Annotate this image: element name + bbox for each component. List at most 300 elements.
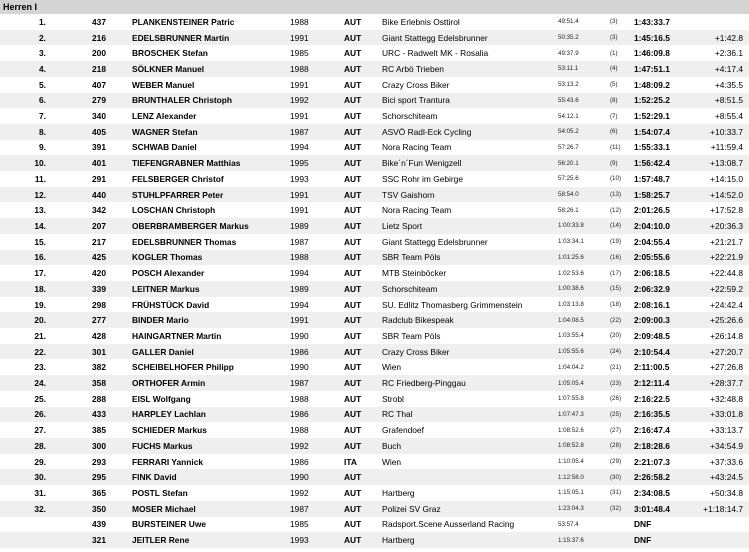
bib-cell: 342: [92, 205, 106, 216]
time-gap: [692, 517, 749, 533]
rider-name: POSCH Alexander: [132, 268, 205, 279]
birth-year: 1994: [290, 142, 309, 153]
team-name: Wien: [382, 456, 402, 467]
rider-name: POSTL Stefan: [132, 487, 188, 498]
lap-position: (15): [610, 285, 622, 293]
table-row: [0, 532, 749, 548]
finish-time: DNF: [634, 535, 652, 546]
rider-name: SCHEIBELHOFER Philipp: [132, 362, 234, 373]
finish-time: 1:46:09.8: [634, 48, 670, 59]
rider-name: HAINGARTNER Martin: [132, 330, 222, 341]
table-row: [0, 155, 749, 171]
bib-cell: 339: [92, 283, 106, 294]
nationality: AUT: [344, 378, 362, 389]
lap-time: 1:02:53.6: [558, 269, 584, 277]
finish-time: 1:54:07.4: [634, 126, 670, 137]
table-row: [0, 312, 749, 328]
birth-year: 1989: [290, 283, 309, 294]
time-gap: [692, 14, 749, 30]
birth-year: 1990: [290, 330, 309, 341]
lap-position: (26): [610, 395, 622, 403]
bib-cell: 301: [92, 346, 106, 357]
lap-time: 1:15:05.1: [558, 489, 584, 497]
nationality: AUT: [344, 205, 362, 216]
bib-cell: 405: [92, 126, 106, 137]
table-row: [0, 344, 749, 360]
category-header: Herren I: [0, 0, 749, 14]
birth-year: 1986: [290, 346, 309, 357]
lap-position: (27): [610, 426, 622, 434]
lap-time: 49:51.4: [558, 18, 579, 26]
lap-position: (11): [610, 143, 621, 151]
nationality: ITA: [344, 456, 357, 467]
team-name: ASVÖ Radl-Eck Cycling: [382, 126, 472, 137]
bib-cell: 277: [92, 315, 106, 326]
rank-cell: 2.: [39, 32, 46, 43]
table-row: [0, 517, 749, 533]
time-gap: +8:55.4: [714, 111, 743, 122]
lap-position: (29): [610, 458, 622, 466]
birth-year: 1987: [290, 503, 309, 514]
rank-cell: 8.: [39, 126, 46, 137]
rank-cell: 13.: [34, 205, 46, 216]
finish-time: 1:48:09.2: [634, 79, 670, 90]
finish-time: 1:43:33.7: [634, 16, 670, 27]
time-gap: [692, 532, 749, 548]
time-gap: +17:52.8: [710, 205, 743, 216]
lap-time: 58:26.1: [558, 206, 579, 214]
rank-cell: 17.: [34, 268, 46, 279]
time-gap: +1:42.8: [714, 32, 743, 43]
lap-time: 1:04:08.5: [558, 316, 584, 324]
rider-name: WAGNER Stefan: [132, 126, 198, 137]
bib-cell: 385: [92, 425, 106, 436]
birth-year: 1986: [290, 456, 309, 467]
results-table: [0, 14, 749, 548]
table-row: [0, 187, 749, 203]
rank-cell: 6.: [39, 95, 46, 106]
lap-time: 1:07:55.8: [558, 395, 584, 403]
rider-name: BRUNTHALER Christoph: [132, 95, 233, 106]
birth-year: 1994: [290, 268, 309, 279]
bib-cell: 288: [92, 393, 106, 404]
lap-position: (30): [610, 473, 622, 481]
finish-time: 2:01:26.5: [634, 205, 670, 216]
bib-cell: 218: [92, 63, 106, 74]
time-gap: +13:08.7: [710, 158, 743, 169]
lap-position: [608, 517, 634, 533]
lap-time: 54:12.1: [558, 112, 579, 120]
rank-cell: 24.: [34, 378, 46, 389]
lap-time: 1:03:55.4: [558, 332, 584, 340]
finish-time: 1:52:25.2: [634, 95, 670, 106]
birth-year: 1990: [290, 362, 309, 373]
lap-position: (3): [610, 18, 618, 26]
bib-cell: 350: [92, 503, 106, 514]
bib-cell: 207: [92, 220, 106, 231]
nationality: AUT: [344, 126, 362, 137]
nationality: AUT: [344, 346, 362, 357]
nationality: AUT: [344, 173, 362, 184]
time-gap: +28:37.7: [710, 378, 743, 389]
lap-position: (24): [610, 348, 622, 356]
time-gap: +37:33.6: [710, 456, 743, 467]
birth-year: 1989: [290, 220, 309, 231]
lap-time: 55:43.6: [558, 96, 579, 104]
lap-position: [608, 532, 634, 548]
lap-position: (23): [610, 379, 622, 387]
rider-name: GALLER Daniel: [132, 346, 194, 357]
birth-year: 1994: [290, 299, 309, 310]
nationality: AUT: [344, 472, 362, 483]
team-name: Giant Stattegg Edelsbrunner: [382, 32, 488, 43]
lap-time: 57:25.6: [558, 175, 579, 183]
time-gap: +14:15.0: [710, 173, 743, 184]
team-name: [382, 469, 556, 485]
bib-cell: 391: [92, 142, 106, 153]
bib-cell: 217: [92, 236, 106, 247]
nationality: AUT: [344, 315, 362, 326]
bib-cell: 279: [92, 95, 106, 106]
rider-name: EDELSBRUNNER Martin: [132, 32, 230, 43]
lap-position: (21): [610, 363, 622, 371]
lap-time: 1:10:05.4: [558, 458, 584, 466]
finish-time: 2:16:22.5: [634, 393, 670, 404]
table-row: [0, 77, 749, 93]
bib-cell: 295: [92, 472, 106, 483]
bib-cell: 439: [92, 519, 106, 530]
birth-year: 1987: [290, 126, 309, 137]
rider-name: FELSBERGER Christof: [132, 173, 224, 184]
rank-cell: 7.: [39, 111, 46, 122]
rider-name: FINK David: [132, 472, 177, 483]
bib-cell: 216: [92, 32, 106, 43]
time-gap: +25:26.6: [710, 315, 743, 326]
rider-name: STUHLPFARRER Peter: [132, 189, 224, 200]
finish-time: 1:55:33.1: [634, 142, 670, 153]
birth-year: 1985: [290, 48, 309, 59]
bib-cell: 200: [92, 48, 106, 59]
lap-time: 1:01:25.6: [558, 253, 584, 261]
table-row: [0, 485, 749, 501]
finish-time: 2:04:10.0: [634, 220, 670, 231]
time-gap: +34:54.9: [710, 440, 743, 451]
lap-position: (6): [610, 128, 618, 136]
rank-cell: [0, 517, 46, 533]
rider-name: FRÜHSTÜCK David: [132, 299, 210, 310]
lap-position: (8): [610, 96, 618, 104]
lap-time: 57:26.7: [558, 143, 579, 151]
birth-year: 1985: [290, 519, 309, 530]
birth-year: 1992: [290, 95, 309, 106]
team-name: Grafendoef: [382, 425, 424, 436]
rank-cell: 11.: [34, 173, 46, 184]
team-name: Strobl: [382, 393, 404, 404]
rank-cell: 5.: [39, 79, 46, 90]
nationality: AUT: [344, 220, 362, 231]
birth-year: 1995: [290, 158, 309, 169]
table-row: [0, 328, 749, 344]
rank-cell: 4.: [39, 63, 46, 74]
lap-time: 1:05:05.4: [558, 379, 584, 387]
bib-cell: 321: [92, 535, 106, 546]
rank-cell: 3.: [39, 48, 46, 59]
birth-year: 1988: [290, 16, 309, 27]
rank-cell: 25.: [34, 393, 46, 404]
table-row: [0, 422, 749, 438]
bib-cell: 428: [92, 330, 106, 341]
birth-year: 1988: [290, 252, 309, 263]
table-row: [0, 501, 749, 517]
lap-position: (17): [610, 269, 622, 277]
table-row: [0, 297, 749, 313]
time-gap: +4:17.4: [714, 63, 743, 74]
rank-cell: 9.: [39, 142, 46, 153]
rank-cell: 32.: [34, 503, 46, 514]
rider-name: BINDER Mario: [132, 315, 189, 326]
birth-year: 1990: [290, 472, 309, 483]
table-row: [0, 265, 749, 281]
birth-year: 1988: [290, 425, 309, 436]
rider-name: FERRARI Yannick: [132, 456, 204, 467]
table-row: [0, 124, 749, 140]
lap-position: (5): [610, 81, 618, 89]
lap-time: 50:35.2: [558, 34, 579, 42]
table-row: [0, 108, 749, 124]
lap-position: (18): [610, 301, 622, 308]
lap-position: (28): [610, 442, 622, 450]
finish-time: 2:26:58.2: [634, 472, 670, 483]
table-row: [0, 140, 749, 156]
nationality: AUT: [344, 252, 362, 263]
nationality: AUT: [344, 142, 362, 153]
rank-cell: 1.: [39, 16, 46, 27]
time-gap: +50:34.8: [710, 487, 743, 498]
team-name: Nora Racing Team: [382, 205, 452, 216]
bib-cell: 437: [92, 16, 106, 27]
finish-time: 2:08:16.1: [634, 299, 670, 310]
rank-cell: 31.: [34, 487, 46, 498]
bib-cell: 440: [92, 189, 106, 200]
finish-time: 1:52:29.1: [634, 111, 670, 122]
team-name: Schorschiteam: [382, 111, 438, 122]
team-name: SBR Team Pöls: [382, 252, 441, 263]
table-row: [0, 61, 749, 77]
finish-time: 2:16:35.5: [634, 409, 670, 420]
time-gap: +27:26.8: [710, 362, 743, 373]
birth-year: 1991: [290, 32, 309, 43]
bib-cell: 407: [92, 79, 106, 90]
time-gap: +1:18:14.7: [703, 503, 743, 514]
nationality: AUT: [344, 48, 362, 59]
rank-cell: 28.: [34, 440, 46, 451]
rank-cell: 22.: [34, 346, 46, 357]
nationality: AUT: [344, 409, 362, 420]
time-gap: +33:13.7: [710, 425, 743, 436]
nationality: AUT: [344, 63, 362, 74]
finish-time: 1:56:42.4: [634, 158, 670, 169]
lap-position: (31): [610, 489, 622, 497]
rank-cell: 18.: [34, 283, 46, 294]
lap-position: (12): [610, 206, 622, 214]
lap-time: 1:12:58.0: [558, 473, 584, 481]
team-name: Hartberg: [382, 535, 415, 546]
rider-name: FUCHS Markus: [132, 440, 193, 451]
time-gap: +24:42.4: [710, 299, 743, 310]
lap-time: 56:20.1: [558, 159, 579, 167]
nationality: AUT: [344, 299, 362, 310]
nationality: AUT: [344, 283, 362, 294]
lap-time: 49:37.9: [558, 49, 579, 57]
bib-cell: 293: [92, 456, 106, 467]
rider-name: BURSTEINER Uwe: [132, 519, 206, 530]
nationality: AUT: [344, 32, 362, 43]
table-row: [0, 218, 749, 234]
finish-time: 1:58:25.7: [634, 189, 670, 200]
bib-cell: 433: [92, 409, 106, 420]
nationality: AUT: [344, 487, 362, 498]
lap-position: (22): [610, 316, 622, 324]
finish-time: 2:16:47.4: [634, 425, 670, 436]
rank-cell: 16.: [34, 252, 46, 263]
lap-position: (13): [610, 191, 622, 199]
lap-time: 1:05:55.6: [558, 348, 584, 356]
team-name: RC Thal: [382, 409, 413, 420]
lap-position: (10): [610, 175, 622, 183]
rider-name: PLANKENSTEINER Patric: [132, 16, 235, 27]
lap-time: 1:04:04.2: [558, 363, 584, 371]
table-row: [0, 375, 749, 391]
finish-time: 2:06:18.5: [634, 268, 670, 279]
nationality: AUT: [344, 268, 362, 279]
lap-position: (19): [610, 238, 622, 246]
team-name: Buch: [382, 440, 402, 451]
lap-position: (7): [610, 112, 618, 120]
lap-time: 1:00:38.6: [558, 285, 584, 293]
nationality: AUT: [344, 16, 362, 27]
table-row: [0, 407, 749, 423]
finish-time: 2:05:55.6: [634, 252, 670, 263]
rank-cell: 10.: [34, 158, 46, 169]
team-name: Lietz Sport: [382, 220, 423, 231]
time-gap: +21:21.7: [710, 236, 743, 247]
finish-time: 2:10:54.4: [634, 346, 670, 357]
nationality: AUT: [344, 535, 362, 546]
team-name: Schorschiteam: [382, 283, 438, 294]
bib-cell: 420: [92, 268, 106, 279]
birth-year: 1991: [290, 315, 309, 326]
team-name: MTB Steinböcker: [382, 268, 447, 279]
finish-time: 2:09:48.5: [634, 330, 670, 341]
nationality: AUT: [344, 79, 362, 90]
rank-cell: 26.: [34, 409, 46, 420]
table-row: [0, 469, 749, 485]
rider-name: LOSCHAN Christoph: [132, 205, 216, 216]
time-gap: +32:48.8: [710, 393, 743, 404]
finish-time: 2:21:07.3: [634, 456, 670, 467]
team-name: SSC Rohr im Gebirge: [382, 173, 463, 184]
nationality: AUT: [344, 330, 362, 341]
table-row: [0, 281, 749, 297]
birth-year: 1991: [290, 111, 309, 122]
rider-name: EDELSBRUNNER Thomas: [132, 236, 237, 247]
lap-time: 1:08:52.6: [558, 426, 584, 434]
birth-year: 1986: [290, 409, 309, 420]
lap-position: (3): [610, 34, 618, 42]
team-name: Crazy Cross Biker: [382, 79, 450, 90]
nationality: AUT: [344, 393, 362, 404]
finish-time: 2:09:00.3: [634, 315, 670, 326]
birth-year: 1993: [290, 173, 309, 184]
team-name: URC - Radwelt MK - Rosalia: [382, 48, 489, 59]
rider-name: KOGLER Thomas: [132, 252, 203, 263]
lap-time: 1:00:33.8: [558, 222, 584, 230]
table-row: [0, 14, 749, 30]
lap-position: (1): [610, 49, 618, 57]
nationality: AUT: [344, 111, 362, 122]
time-gap: +43:24.5: [710, 472, 743, 483]
bib-cell: 291: [92, 173, 106, 184]
time-gap: +11:59.4: [710, 142, 743, 153]
lap-position: (9): [610, 159, 618, 167]
nationality: AUT: [344, 425, 362, 436]
finish-time: 2:18:28.6: [634, 440, 670, 451]
lap-position: (32): [610, 505, 622, 513]
time-gap: +2:36.1: [714, 48, 743, 59]
table-row: [0, 234, 749, 250]
rank-cell: [0, 532, 46, 548]
rider-name: LENZ Alexander: [132, 111, 197, 122]
team-name: Nora Racing Team: [382, 142, 452, 153]
birth-year: 1987: [290, 378, 309, 389]
rider-name: LEITNER Markus: [132, 283, 200, 294]
nationality: AUT: [344, 95, 362, 106]
time-gap: +27:20.7: [710, 346, 743, 357]
finish-time: 3:01:48.4: [634, 503, 670, 514]
time-gap: +10:33.7: [710, 126, 743, 137]
rider-name: OBERBRAMBERGER Markus: [132, 220, 249, 231]
rider-name: SÖLKNER Manuel: [132, 63, 205, 74]
bib-cell: 300: [92, 440, 106, 451]
nationality: AUT: [344, 236, 362, 247]
lap-position: (20): [610, 332, 622, 340]
rider-name: EISL Wolfgang: [132, 393, 191, 404]
nationality: AUT: [344, 440, 362, 451]
team-name: Wien: [382, 362, 402, 373]
birth-year: 1988: [290, 393, 309, 404]
rank-cell: 12.: [34, 189, 46, 200]
lap-position: (4): [610, 65, 618, 73]
rider-name: JEITLER Rene: [132, 535, 190, 546]
birth-year: 1992: [290, 487, 309, 498]
bib-cell: 382: [92, 362, 106, 373]
time-gap: +26:14.8: [710, 330, 743, 341]
bib-cell: 340: [92, 111, 106, 122]
lap-time: 1:07:47.3: [558, 410, 584, 418]
rider-name: MOSER Michael: [132, 503, 196, 514]
table-row: [0, 45, 749, 61]
team-name: RC Friedberg-Pinggau: [382, 378, 466, 389]
finish-time: DNF: [634, 519, 652, 530]
finish-time: 2:34:08.5: [634, 487, 670, 498]
team-name: Giant Stattegg Edelsbrunner: [382, 236, 488, 247]
team-name: Radclub Bikespeak: [382, 315, 454, 326]
bib-cell: 365: [92, 487, 106, 498]
nationality: AUT: [344, 503, 362, 514]
table-row: [0, 250, 749, 266]
rider-name: WEBER Manuel: [132, 79, 195, 90]
finish-time: 2:06:32.9: [634, 283, 670, 294]
